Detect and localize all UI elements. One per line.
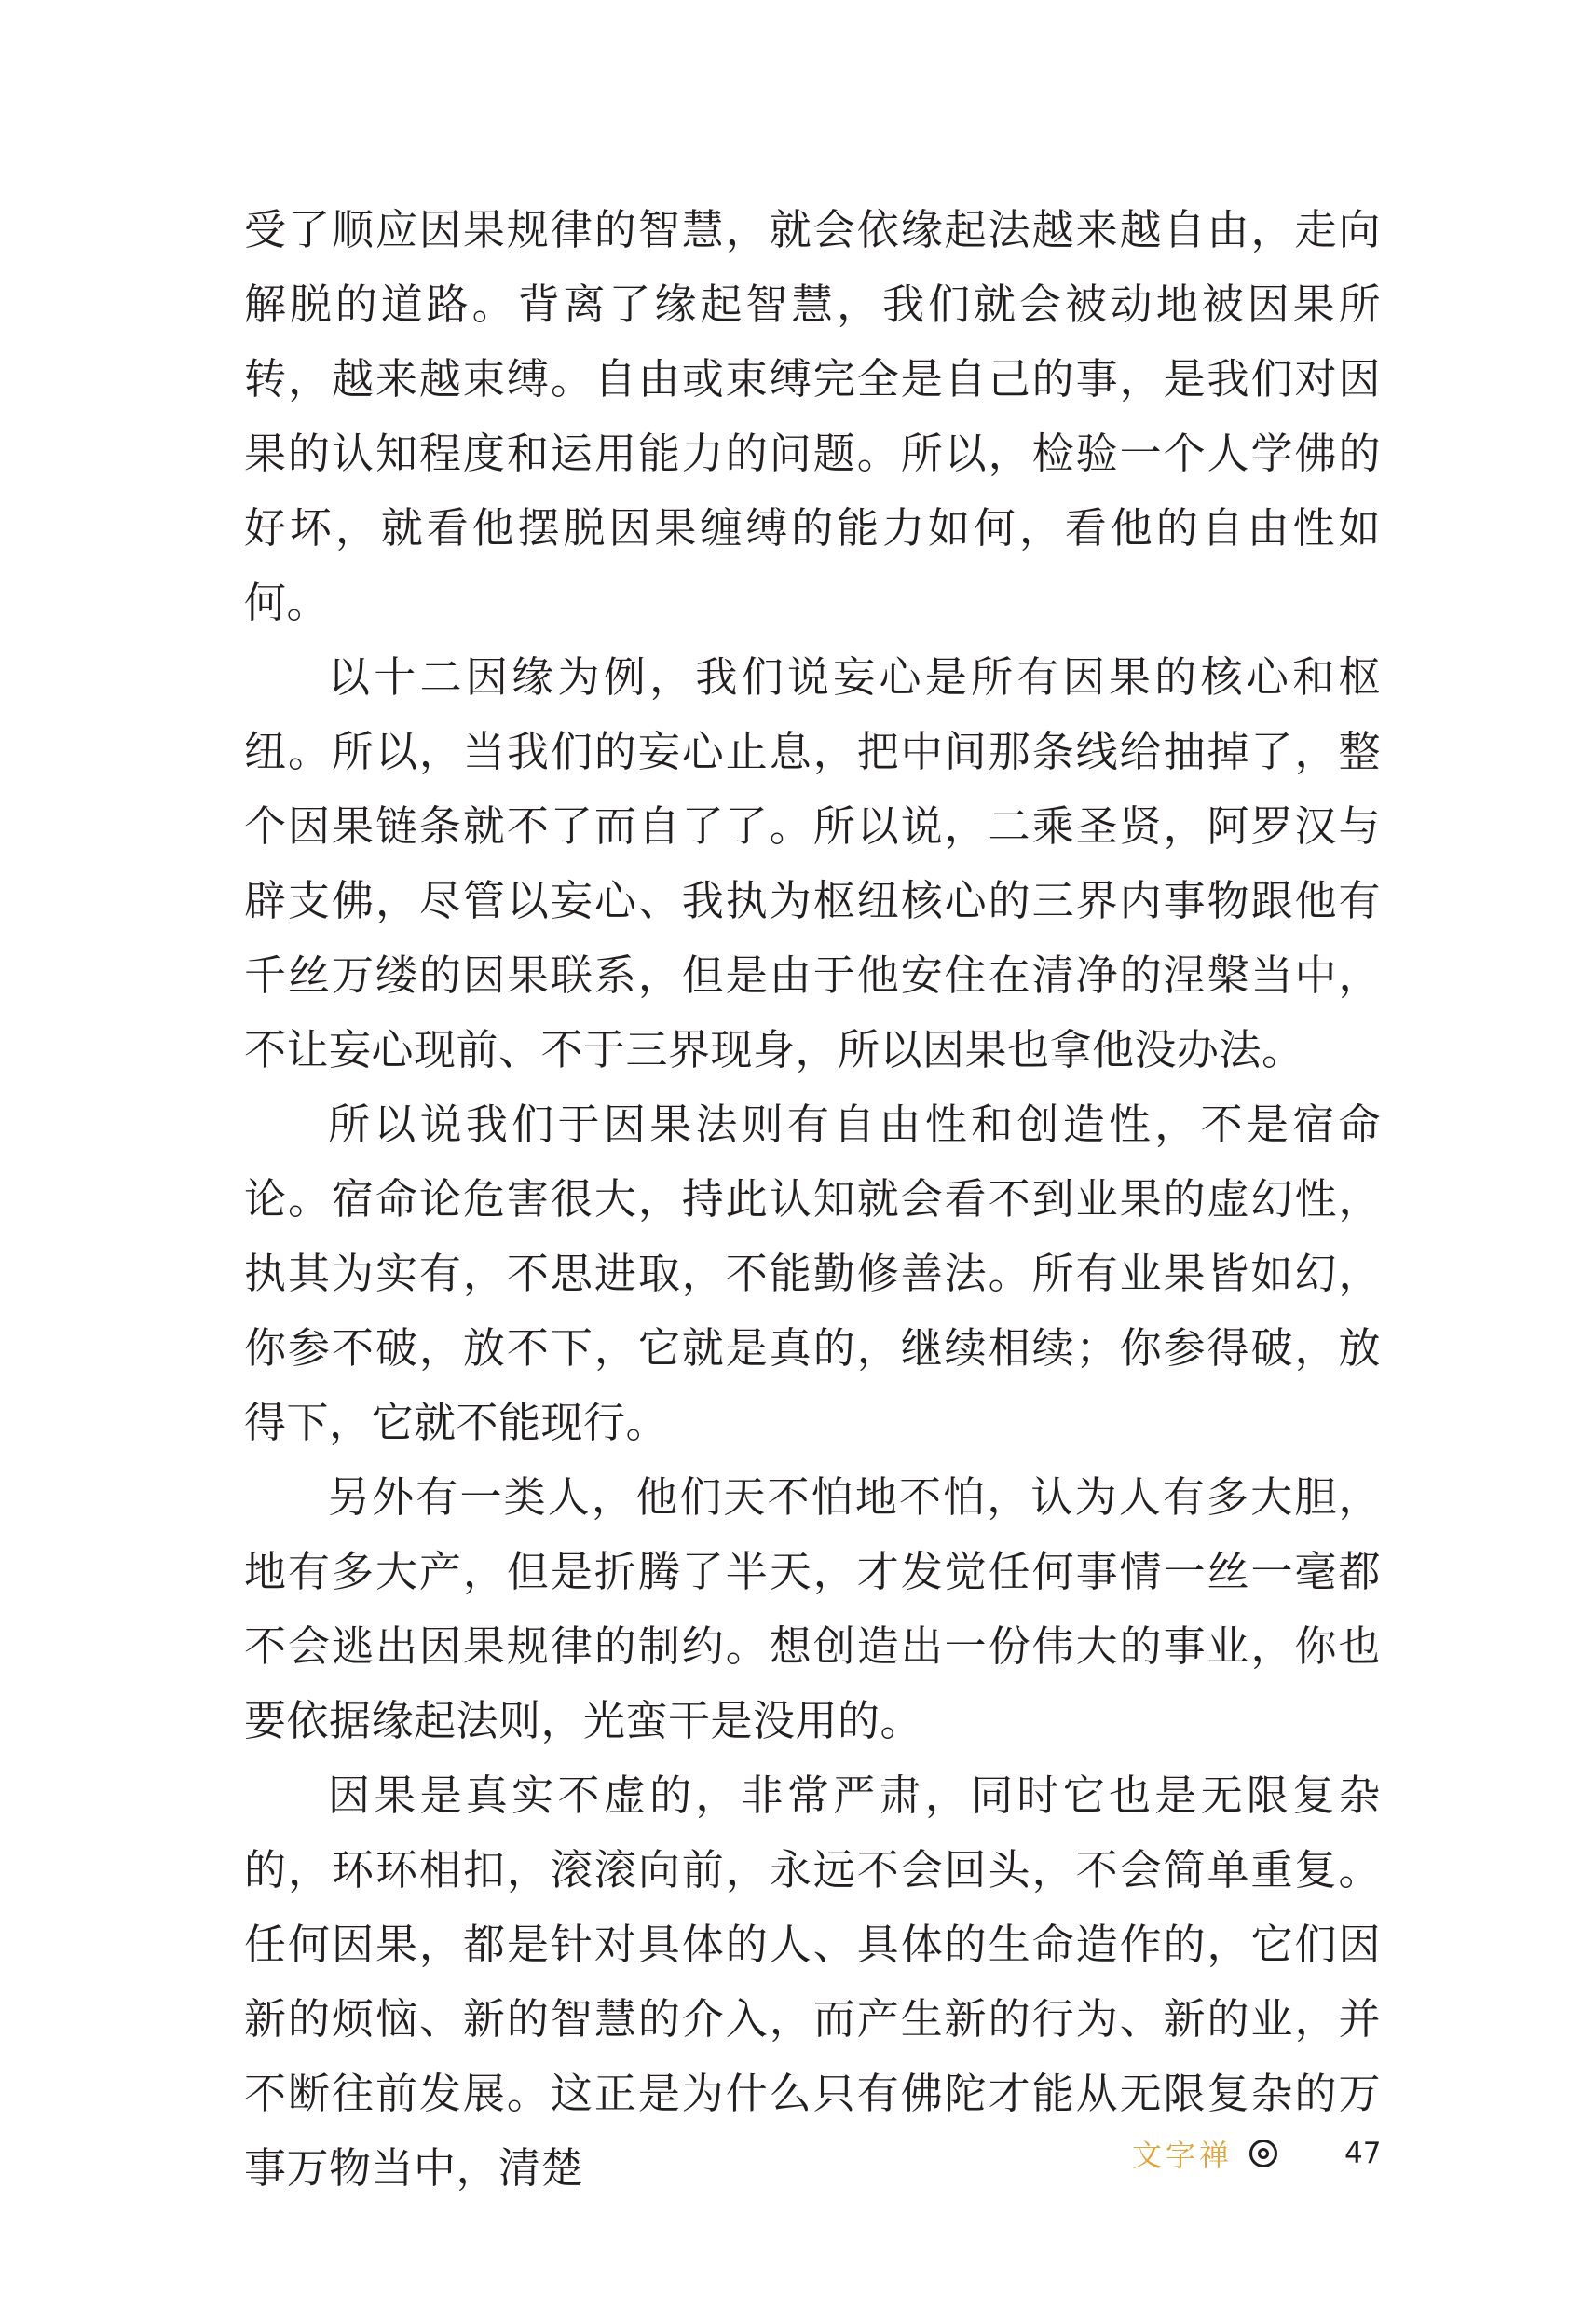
paragraph-1: 受了顺应因果规律的智慧，就会依缘起法越来越自由，走向解脱的道路。背离了缘起智慧，我们就会被动地被因果所转，越来越束缚。自由或束缚完全是自己的事，是我们对因果的认知程度和运用能力的问题。所以，检验一个人学佛的好坏，就看他摆脱因果缠缚的能力如何，看他的自由性如何。 xyxy=(244,205,1381,627)
paragraph-5: 因果是真实不虚的，非常严肃，同时它也是无限复杂的，环环相扣，滚滚向前，永远不会回头，不会简单重复。任何因果，都是针对具体的人、具体的生命造作的，它们因新的烦恼、新的智慧的介入，而产生新的行为、新的业，并不断往前发展。这正是为什么只有佛陀才能从无限复杂的万事万物当中，清楚 xyxy=(244,1771,1381,2193)
paragraph-2: 以十二因缘为例，我们说妄心是所有因果的核心和枢纽。所以，当我们的妄心止息，把中间那条线给抽掉了，整个因果链条就不了而自了了。所以说，二乘圣贤，阿罗汉与辟支佛，尽管以妄心、我执为枢纽核心的三界内事物跟他有千丝万缕的因果联系，但是由于他安住在清净的涅槃当中，不让妄心现前、不于三界现身，所以因果也拿他没办法。 xyxy=(244,652,1381,1074)
page-number: 47 xyxy=(1344,2137,1382,2170)
double-circle-icon xyxy=(1249,2140,1277,2167)
page-body xyxy=(244,193,1381,2206)
book-title: 文字禅 xyxy=(1132,2138,1234,2173)
page-footer xyxy=(1132,2130,1381,2177)
paragraph-3: 所以说我们于因果法则有自由性和创造性，不是宿命论。宿命论危害很大，持此认知就会看不到业果的虚幻性，执其为实有，不思进取，不能勤修善法。所有业果皆如幻，你参不破，放不下，它就是真的，继续相续；你参得破，放得下，它就不能现行。 xyxy=(244,1100,1381,1447)
double-circle-icon-inner xyxy=(1258,2148,1269,2159)
paragraph-4: 另外有一类人，他们天不怕地不怕，认为人有多大胆，地有多大产，但是折腾了半天，才发觉任何事情一丝一毫都不会逃出因果规律的制约。想创造出一份伟大的事业，你也要依据缘起法则，光蛮干是没用的。 xyxy=(244,1472,1381,1745)
